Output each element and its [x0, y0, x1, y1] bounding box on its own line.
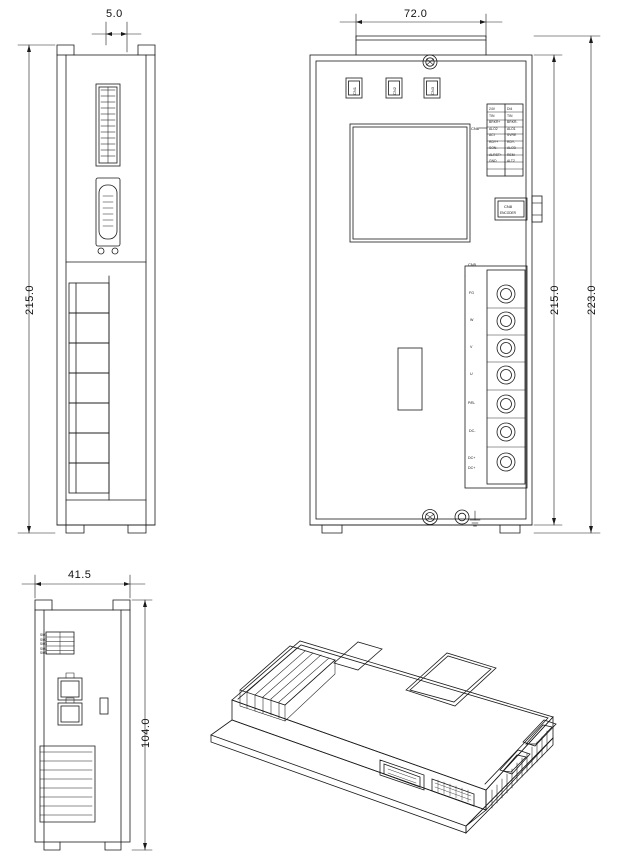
dimension-72-0: 72.0 [404, 8, 428, 20]
connector-label-cn8: CN8 [504, 204, 513, 209]
power-terminal-label: DC+ [468, 466, 476, 470]
power-terminal-label: W [470, 318, 474, 322]
connector-label-cn5: CN5 [468, 262, 477, 267]
cn6-pin: ALO2 [489, 126, 498, 131]
power-terminal-label: U [470, 372, 473, 376]
dip-switch-label: SW4 [40, 646, 47, 651]
cn6-pin: RDY- [507, 139, 515, 144]
cn6-pin: ALO1 [507, 126, 516, 131]
dip-switch-label: SW3 [40, 642, 47, 646]
dimension-104-0: 104.0 [140, 717, 152, 748]
dimension-223-0: 223.0 [586, 284, 598, 315]
connector-label-cn6: CN6 [471, 126, 480, 131]
power-terminal-label: DC- [469, 429, 476, 433]
cn6-pin: ACI [489, 133, 495, 138]
connector-label-cn1: CN1 [352, 86, 357, 95]
cn6-pin: GND [489, 159, 497, 164]
power-terminal-label: P/B- [468, 401, 475, 405]
cn6-pin: 24V [489, 107, 496, 111]
power-terminal-label: V [470, 345, 473, 349]
cn6-pin: ALO3 [507, 146, 516, 151]
connector-label-cn2: CN2 [392, 86, 397, 95]
cn6-pins-right [507, 106, 518, 165]
dip-switch-label: SW5 [40, 651, 47, 655]
connector-label-cn8-sub: ENCODER [500, 211, 516, 215]
cn6-pin: RDY+ [489, 139, 499, 144]
cn6-pin: SVRE [507, 133, 517, 138]
dip-switch-label: SW1 [40, 633, 47, 637]
power-terminal-label: DC+ [468, 456, 476, 460]
cn6-pin: DI4 [507, 107, 513, 111]
cn6-pin: ALRST+ [489, 152, 502, 157]
cn6-pin: SON- [489, 146, 498, 151]
cn6-pin: TIN [507, 113, 513, 118]
cn6-pins-left [489, 106, 502, 165]
cn6-pin: ALT2 [507, 159, 515, 164]
cn6-pin: BRKR- [507, 120, 518, 125]
power-terminal-label: FG [469, 291, 474, 295]
cn6-pin: BRKR+ [489, 120, 501, 125]
dimension-215-0-front: 215.0 [549, 284, 561, 315]
cn6-pin: REM [507, 152, 515, 157]
connector-label-cn3: CN3 [430, 86, 435, 95]
cn6-pin: TIN [489, 113, 495, 118]
dimension-41-5: 41.5 [68, 569, 92, 581]
dip-switch-label: SW2 [40, 637, 47, 642]
dimension-215-0-left: 215.0 [24, 284, 36, 315]
dimension-5-0: 5.0 [106, 8, 123, 20]
